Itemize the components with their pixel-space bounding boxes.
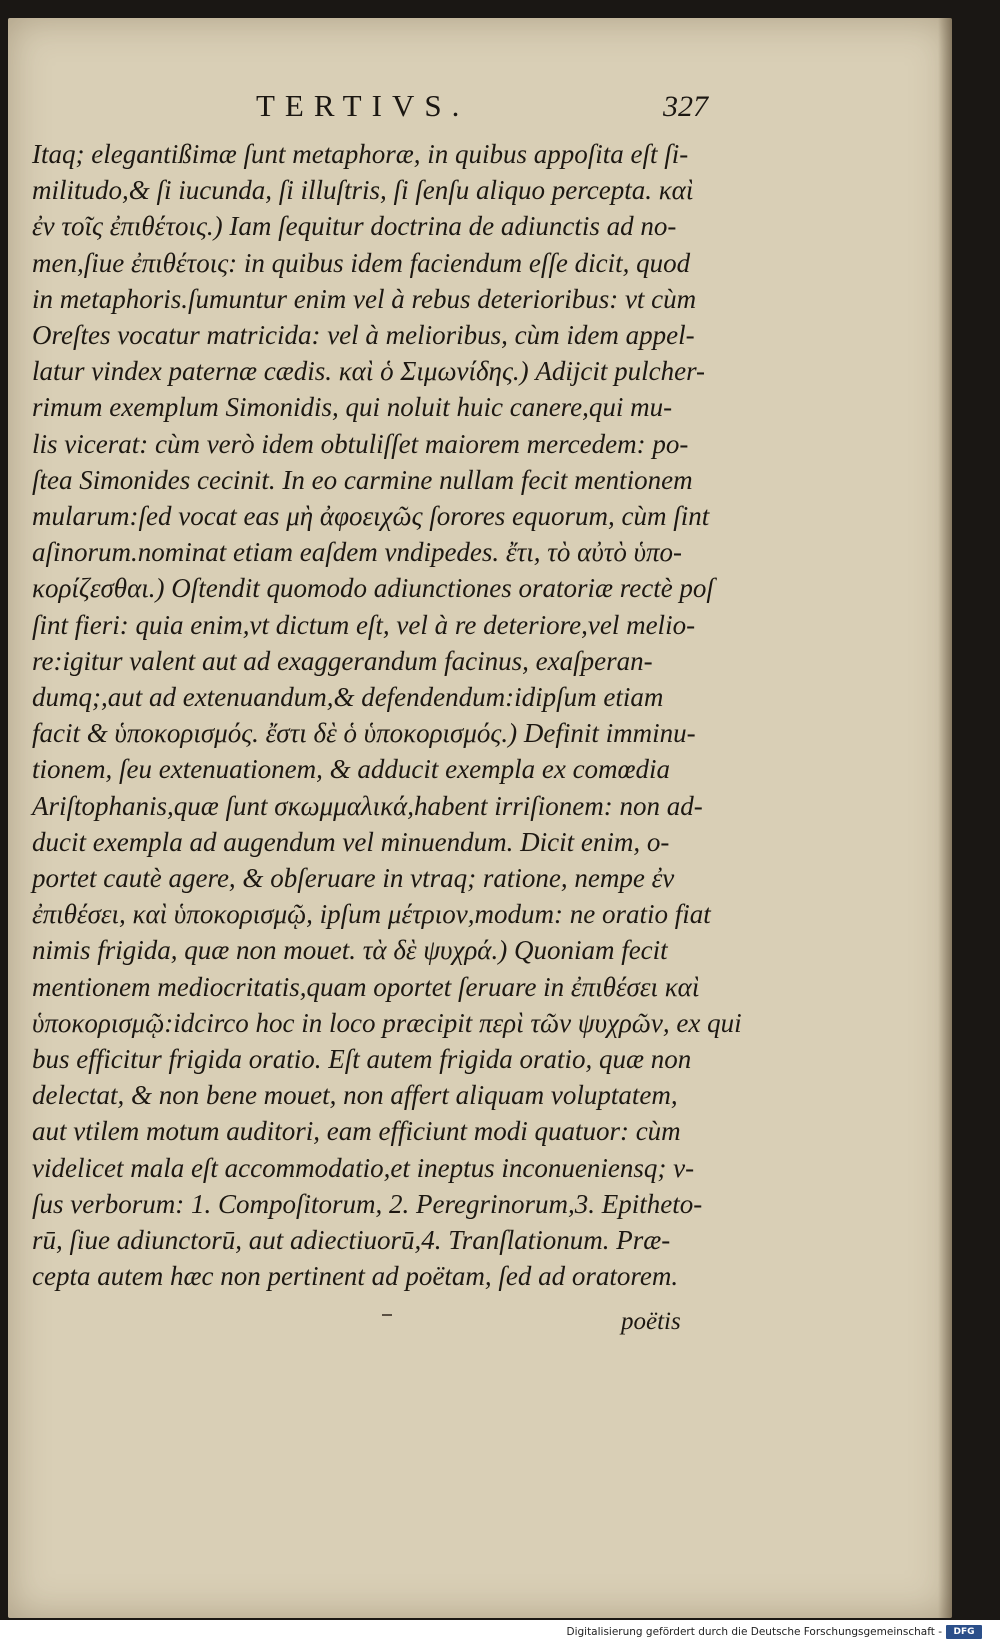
text-line: facit & ὑποκορισμός. ἔστι δὲ ὁ ὑποκορισμός.) Definit imminu- [32, 718, 696, 749]
text-line: in metaphoris.ſumuntur enim vel à rebus deterioribus: vt cùm [32, 283, 697, 314]
text-line: ἐπιθέσει, καὶ ὑποκορισμῷ, ipſum μέτριον,modum: ne oratio fiat [32, 899, 711, 930]
text-line: Ariſtophanis,quæ ſunt σκωμμαλικά,habent irriſionem: non ad- [32, 790, 703, 821]
catchword: poëtis [621, 1308, 681, 1335]
body-text [32, 136, 752, 1295]
text-line: aut vtilem motum auditori, eam efficiunt modi quatuor: cùm [32, 1116, 681, 1147]
text-line: re:igitur valent aut ad exaggerandum facinus, exaſperan- [32, 645, 653, 676]
text-line: κορίζεσθαι.) Oſtendit quomodo adiunctiones oratoriæ rectè poſ [32, 573, 714, 604]
footer-credit: Digitalisierung gefördert durch die Deutsche Forschungsgemeinschaft - [566, 1626, 942, 1638]
text-line: ſtea Simonides cecinit. In eo carmine nullam fecit mentionem [32, 464, 693, 495]
text-line: mentionem mediocritatis,quam oportet ſeruare in ἐπιθέσει καὶ [32, 971, 700, 1002]
text-line: nimis frigida, quæ non mouet. τὰ δὲ ψυχρά.) Quoniam fecit [32, 935, 668, 966]
text-line: rimum exemplum Simonidis, qui noluit huic canere,qui mu- [32, 392, 673, 423]
text-line: rū, ſiue adiunctorū, aut adiectiuorū,4. Tranſlationum. Præ- [32, 1225, 671, 1256]
dfg-logo: DFG [946, 1625, 982, 1639]
digitization-footer [0, 1620, 1000, 1645]
text-line: ὑποκορισμῷ:idcirco hoc in loco præcipit περὶ τῶν ψυχρῶν, ex qui [32, 1007, 742, 1038]
text-line: latur vindex paternæ cædis. καὶ ὁ Σιμωνίδης.) Adijcit pulcher- [32, 356, 706, 387]
text-line: ducit exempla ad augendum vel minuendum. Dicit enim, o- [32, 826, 670, 857]
text-line: militudo,& ſi iucunda, ſi illuſtris, ſi ſenſu aliquo percepta. καὶ [32, 175, 694, 206]
page-number: 327 [663, 90, 708, 123]
text-line: tionem, ſeu extenuationem, & adducit exempla ex comœdia [32, 754, 671, 785]
text-line: Oreſtes vocatur matricida: vel à melioribus, cùm idem appel- [32, 320, 695, 351]
text-line: dumq;,aut ad extenuandum,& defendendum:idipſum etiam [32, 682, 664, 713]
book-page [8, 18, 952, 1618]
text-line: videlicet mala eſt accommodatio,et ineptus inconueniensq; v- [32, 1152, 695, 1183]
text-line: mularum:ſed vocat eas μὴ ἀφοειχῶς ſorores equorum, cùm ſint [32, 501, 710, 532]
text-line: delectat, & non bene mouet, non affert aliquam voluptatem, [32, 1080, 678, 1111]
text-line: portet cautè agere, & obſeruare in vtraq; ratione, nempe ἐν [32, 863, 675, 894]
running-head [8, 88, 952, 128]
text-line: ſint fieri: quia enim,vt dictum eſt, vel à re deteriore,vel melio- [32, 609, 696, 640]
text-line: ſus verborum: 1. Compoſitorum, 2. Peregrinorum,3. Epitheto- [32, 1188, 703, 1219]
text-line: aſinorum.nominat etiam eaſdem vndipedes. ἔτι, τὸ αὐτὸ ὑπο- [32, 537, 683, 568]
text-line: ἐν τοῖς ἐπιθέτοις.) Iam ſequitur doctrina de adiunctis ad no- [32, 211, 677, 242]
text-line: cepta autem hæc non pertinent ad poëtam, ſed ad oratorem. [32, 1261, 679, 1292]
text-line: Itaq; elegantißimæ ſunt metaphoræ, in quibus appoſita eſt ſi- [32, 139, 689, 169]
ink-mark [382, 1314, 392, 1316]
running-title: TERTIVS. [256, 88, 470, 123]
text-line: lis vicerat: cùm verò idem obtuliſſet maiorem mercedem: po- [32, 428, 689, 459]
text-line: men,ſiue ἐπιθέτοις: in quibus idem faciendum eſſe dicit, quod [32, 247, 691, 278]
text-line: bus efficitur frigida oratio. Eſt autem frigida oratio, quæ non [32, 1044, 692, 1075]
page-edge-shadow [938, 18, 952, 1618]
